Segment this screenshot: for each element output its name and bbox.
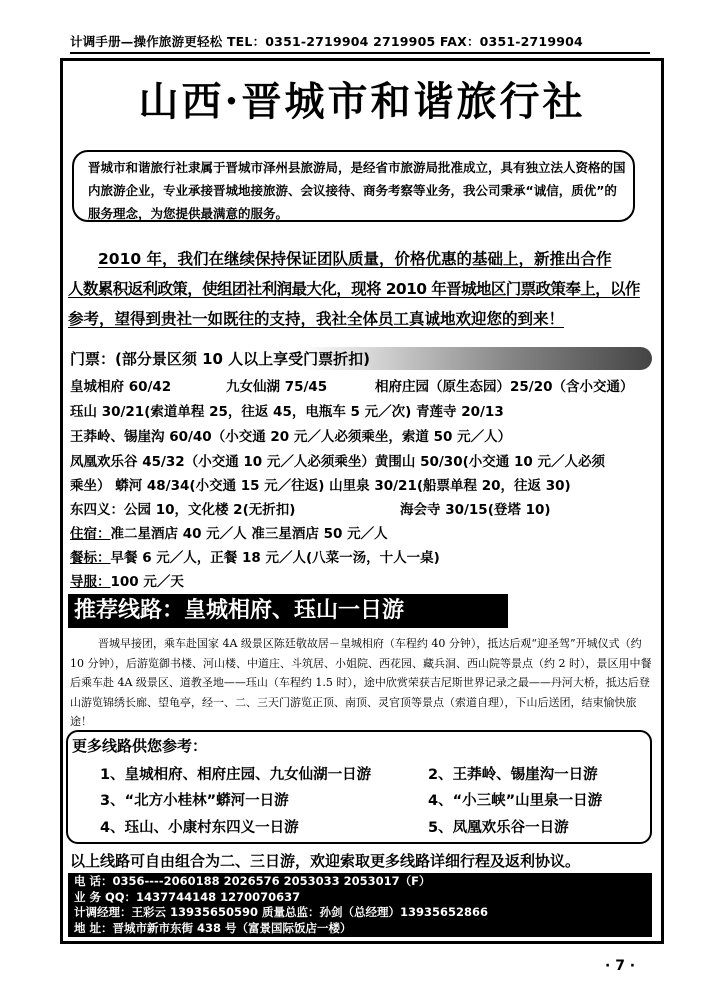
tickets-row-5: 乘坐） 蟒河 48/34(小交通 15 元／往返) 山里泉 30/21(船票单程 20，往返 30) xyxy=(70,478,571,494)
route-item: 4、珏山、小康村东四义一日游 xyxy=(100,820,299,836)
route-item: 2、王莽岭、锡崖沟一日游 xyxy=(428,767,598,783)
guide-label: 导服： xyxy=(70,574,111,590)
header-contact-line: 计调手册—操作旅游更轻松 TEL：0351-2719904 2719905 FAX：0351-2719904 xyxy=(70,32,650,54)
meals-line xyxy=(70,546,440,566)
contact-managers: 计调经理：王彩云 13935650590 质量总监：孙剑（总经理）13935652866 xyxy=(74,905,489,919)
route-item: 3、“北方小桂林”蟒河一日游 xyxy=(100,793,289,809)
recommend-itinerary: 晋城早接团，乘车赴国家 4A 级景区陈廷敬故居－皇城相府（车程约 40 分钟），抵达后观“迎圣驾”开城仪式（约 10 分钟），后游览御书楼、河山楼、中道庄、斗筑居、小姐院、西花园、藏兵洞、西山院等景点（约 2 时），景区用中餐后乘车赴 4A 级景区、道教圣地——珏山（车程约 1.5 时），途中欣赏荣获吉尼斯世界记录之最——丹河大桥，抵达后登山游览锦绣长廊、望龟亭，经一、二、三天门游览正顶、南顶、灵官顶等景点（索道自理），下山后送团，结束愉快旅途！ xyxy=(70,637,652,728)
tickets-row-1 xyxy=(70,375,634,395)
tickets-title: 门票：(部分景区须 10 人以上享受门票折扣) xyxy=(70,350,371,368)
recommend-title: 推荐线路：皇城相府、珏山一日游 xyxy=(68,594,508,628)
combo-note: 以上线路可自由组合为二、三日游，欢迎索取更多线路详细行程及返利协议。 xyxy=(70,852,581,870)
lodging-line xyxy=(70,522,388,542)
ticket-item: 东四义：公园 10，文化楼 2(无折扣) xyxy=(70,502,296,518)
guide-text: 100 元／天 xyxy=(110,574,184,590)
ticket-item: 皇城相府 60/42 xyxy=(70,379,172,395)
lodging-text: 准二星酒店 40 元／人 准三星酒店 50 元／人 xyxy=(110,526,388,542)
contact-block xyxy=(68,873,652,937)
page-number: · 7 · xyxy=(605,958,636,974)
tickets-row-2: 珏山 30/21(索道单程 25，往返 45，电瓶车 5 元／次) 青莲寺 20/13 xyxy=(70,404,504,420)
contact-qq: 业 务 QQ：1437744148 1270070637 xyxy=(74,889,301,904)
route-item: 4、“小三峡”山里泉一日游 xyxy=(428,793,603,809)
ticket-item: 九女仙湖 75/45 xyxy=(226,379,328,395)
guide-line xyxy=(70,570,184,590)
tickets-row-3: 王莽岭、锡崖沟 60/40（小交通 20 元／人必须乘坐，索道 50 元／人） xyxy=(70,429,512,445)
page-title: 山西·晋城市和谐旅行社 xyxy=(138,78,586,125)
intro-box: 晋城市和谐旅行社隶属于晋城市泽州县旅游局，是经省市旅游局批准成立，具有独立法人资格的国内旅游企业，专业承接晋城地接旅游、会议接待、商务考察等业务，我公司秉承“诚信，质优”的服务理念，为您提供最满意的服务。 xyxy=(72,150,635,222)
route-item: 5、凤凰欢乐谷一日游 xyxy=(428,820,569,836)
ticket-item: 海会寺 30/15(登塔 10) xyxy=(400,502,551,518)
tickets-row-6 xyxy=(70,498,551,518)
contact-phone: 电 话：0356----2060188 2026576 2053033 2053017（F） xyxy=(74,874,431,888)
promo-line-3: 参考，望得到贵社一如既往的支持，我社全体员工真诚地欢迎您的到来！ xyxy=(68,310,565,328)
tickets-row-4: 凤凰欢乐谷 45/32（小交通 10 元／人必须乘坐）黄围山 50/30(小交通 10 元／人必须 xyxy=(70,454,605,470)
ticket-item: 相府庄园（原生态园）25/20（含小交通） xyxy=(375,379,634,395)
promo-paragraph xyxy=(68,244,652,334)
contact-address: 地 址：晋城市新市东街 438 号（富景国际饭店一楼） xyxy=(74,920,352,935)
more-routes-title: 更多线路供您参考： xyxy=(72,737,208,755)
promo-line-2: 人数累积返利政策，使组团社利润最大化，现将 2010 年晋城地区门票政策奉上，以作 xyxy=(68,280,640,298)
meals-text: 早餐 6 元／人，正餐 18 元／人(八菜一汤，十人一桌) xyxy=(110,550,440,566)
promo-line-1: 2010 年，我们在继续保持保证团队质量，价格优惠的基础上，新推出合作 xyxy=(98,250,612,268)
route-item: 1、皇城相府、相府庄园、九女仙湖一日游 xyxy=(100,767,372,783)
meals-label: 餐标： xyxy=(70,550,111,566)
lodging-label: 住宿： xyxy=(70,526,111,542)
